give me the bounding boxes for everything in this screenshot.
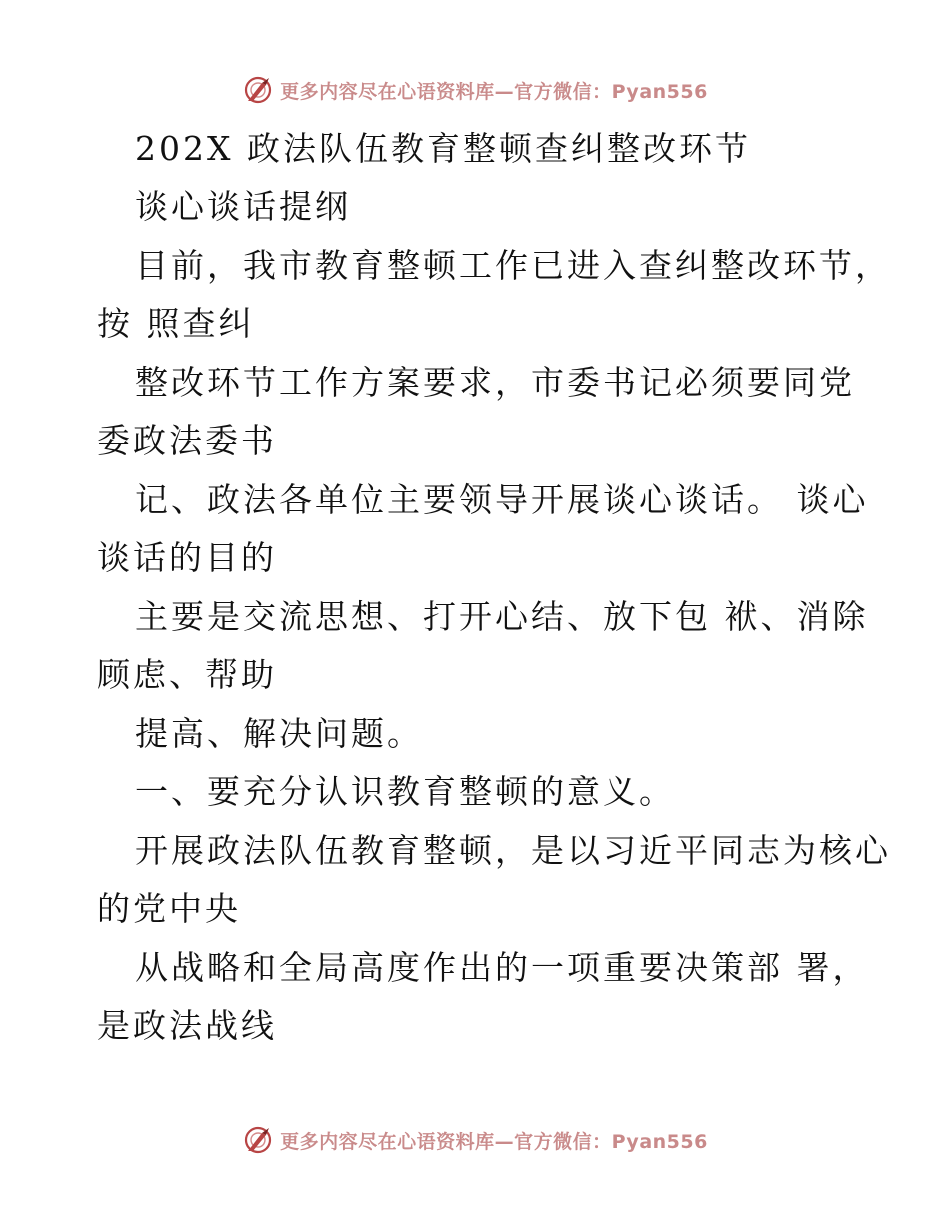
paragraph-line: 主要是交流思想、打开心结、放下包 袱、消除 (135, 597, 869, 636)
paragraph-line: 目前，我市教育整顿工作已进入查纠整改环节， (135, 246, 891, 285)
watermark-text: 更多内容尽在心语资料库—官方微信：Pyan556 (280, 80, 708, 103)
quill-pen-circle-icon (242, 74, 274, 106)
footer-watermark (0, 1120, 950, 1160)
paragraph-line: 谈话的目的 (97, 538, 277, 577)
header-watermark (0, 70, 950, 110)
paragraph-line: 的党中央 (97, 889, 241, 928)
watermark-text: 更多内容尽在心语资料库—官方微信：Pyan556 (280, 1130, 708, 1153)
paragraph-line: 提高、解决问题。 (135, 714, 423, 753)
paragraph-line: 是政法战线 (97, 1006, 277, 1045)
paragraph-line: 委政法委书 (97, 421, 277, 460)
paragraph-line: 记、政法各单位主要领导开展谈心谈话。 谈心 (135, 480, 869, 519)
document-title-line-2: 谈心谈话提纲 (135, 187, 351, 226)
quill-pen-circle-icon (242, 1124, 274, 1156)
paragraph-line: 从战略和全局高度作出的一项重要决策部 署， (135, 948, 869, 987)
section-heading: 一、要充分认识教育整顿的意义。 (135, 772, 675, 811)
paragraph-line: 整改环节工作方案要求，市委书记必须要同党 (135, 363, 855, 402)
paragraph-line: 按 照查纠 (97, 304, 255, 343)
paragraph-line: 开展政法队伍教育整顿，是以习近平同志为核心 (135, 831, 891, 870)
paragraph-line: 顾虑、帮助 (97, 655, 277, 694)
document-title-line-1: 202X 政法队伍教育整顿查纠整改环节 (135, 129, 751, 168)
